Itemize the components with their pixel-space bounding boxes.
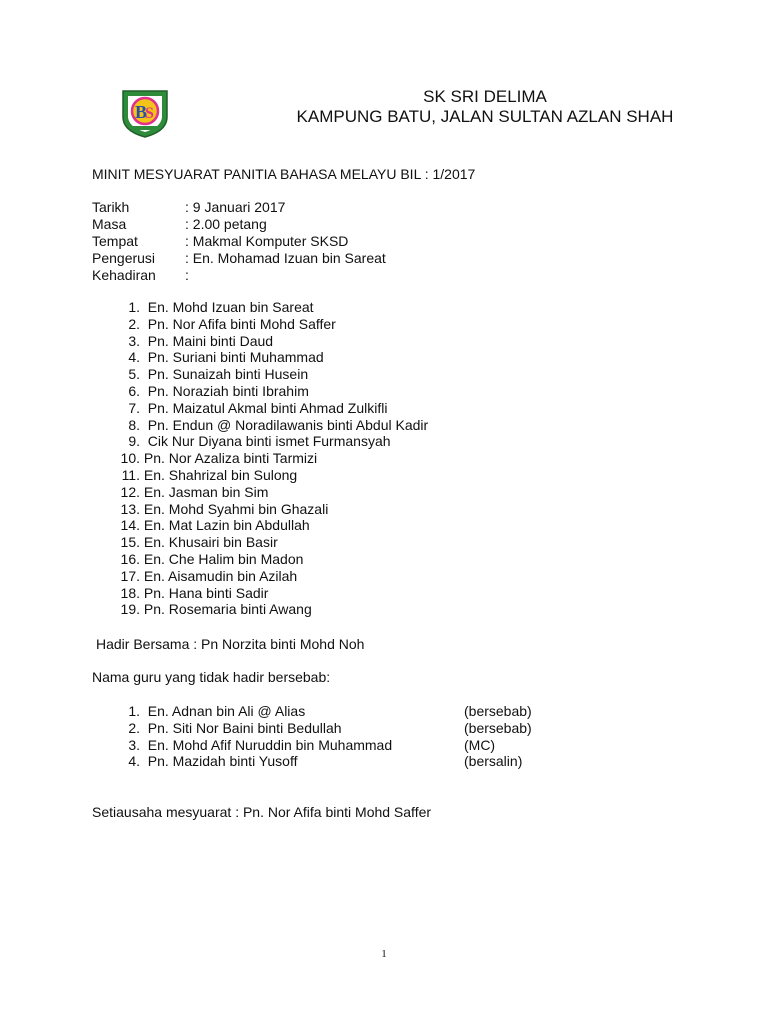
info-value: : Makmal Komputer SKSD [185,233,349,249]
list-item [92,501,428,518]
attendee-name: En. Mat Lazin bin Abdullah [143,517,310,534]
absence-reason: (bersalin) [464,753,523,770]
list-item [92,534,428,551]
attendee-name: En. Mohd Syahmi bin Ghazali [143,500,329,517]
list-item [92,467,428,484]
item-number: 3. [128,736,140,753]
svg-text:S: S [145,105,154,122]
item-number: 9. [128,433,140,450]
school-crest-icon [120,87,170,139]
list-item [92,737,552,754]
attendee-name: En. Che Halim bin Madon [143,550,304,567]
item-number: 16. [120,550,140,567]
list-item [92,753,552,770]
page-number: 1 [381,948,387,960]
item-number: 4. [128,753,140,770]
absentee-list [92,703,552,770]
item-number: 12. [120,483,140,500]
list-item [92,433,428,450]
school-name: SK SRI DELIMA [423,87,547,106]
attendee-name: Pn. Noraziah binti Ibrahim [147,382,309,399]
attendee-name: Pn. Sunaizah binti Husein [147,366,309,383]
info-value: : 2.00 petang [185,216,267,232]
info-row-chairperson [92,250,386,267]
absence-reason: (bersebab) [464,703,532,719]
attendee-name: Pn. Rosemaria binti Awang [143,601,312,618]
item-number: 17. [120,567,140,584]
item-number: 7. [128,399,140,416]
info-label: Tarikh [92,199,130,215]
info-label: Tempat [92,233,138,249]
absentee-name: Pn. Siti Nor Baini binti Bedullah [147,719,342,736]
meeting-info [92,199,386,284]
info-value: : 9 Januari 2017 [185,199,286,215]
item-number: 4. [128,349,140,366]
list-item [92,417,428,434]
attendee-name: Pn. Suriani binti Muhammad [147,349,324,366]
list-item [92,450,428,467]
info-label: Pengerusi [92,250,156,266]
item-number: 1. [128,703,140,719]
item-number: 19. [120,601,140,618]
absentee-name: Pn. Mazidah binti Yusoff [147,753,298,770]
list-item [92,601,428,618]
attendee-name: En. Shahrizal bin Sulong [143,466,298,483]
list-item [92,720,552,737]
item-number: 15. [120,534,140,551]
item-number: 5. [128,366,140,383]
item-number: 2. [128,719,140,736]
item-number: 8. [128,416,140,433]
list-item [92,299,428,316]
absence-reason: (bersebab) [464,719,532,736]
absentee-name: En. Mohd Afif Nuruddin bin Muhammad [147,736,393,753]
school-name-block [185,87,768,127]
attendee-name: En. Jasman bin Sim [143,483,269,500]
item-number: 2. [128,315,140,332]
item-number: 18. [120,584,140,601]
info-label: Masa [92,216,127,232]
attendee-name: Cik Nur Diyana binti ismet Furmansyah [147,433,391,450]
attendee-name: En. Aisamudin bin Azilah [143,567,298,584]
list-item [92,484,428,501]
attendee-name: En. Mohd Izuan bin Sareat [147,299,314,315]
info-value: : En. Mohamad Izuan bin Sareat [185,250,386,266]
item-number: 14. [120,517,140,534]
info-row-date [92,199,386,216]
school-address: KAMPUNG BATU, JALAN SULTAN AZLAN SHAH [296,107,674,126]
attendee-name: Pn. Hana binti Sadir [143,584,269,601]
list-item [92,400,428,417]
item-number: 11. [121,466,140,483]
item-number: 1. [128,299,140,315]
attendee-name: Pn. Maizatul Akmal binti Ahmad Zulkifli [147,399,388,416]
info-row-time [92,216,386,233]
attendee-name: En. Khusairi bin Basir [143,534,278,551]
list-item [92,517,428,534]
item-number: 6. [128,382,140,399]
list-item [92,551,428,568]
item-number: 3. [128,332,140,349]
info-value: : [185,267,189,283]
list-item [92,366,428,383]
attendee-name: Pn. Nor Azaliza binti Tarmizi [143,450,318,467]
list-item [92,585,428,602]
list-item [92,349,428,366]
info-row-attendance [92,267,386,284]
list-item [92,333,428,350]
item-number: 13. [120,500,140,517]
svg-text:B: B [135,102,148,122]
info-label: Kehadiran [92,267,156,283]
absentee-name: En. Adnan bin Ali @ Alias [147,703,306,719]
list-item [92,316,428,333]
item-number: 10. [120,450,140,467]
meeting-title: MINIT MESYUARAT PANITIA BAHASA MELAYU BIL : 1/2017 [92,166,476,182]
list-item [92,568,428,585]
absent-heading: Nama guru yang tidak hadir bersebab: [92,669,331,685]
hadir-bersama: Hadir Bersama : Pn Norzita binti Mohd Noh [96,636,365,652]
list-item [92,383,428,400]
attendee-name: Pn. Endun @ Noradilawanis binti Abdul Kadir [147,416,429,433]
attendee-name: Pn. Maini binti Daud [147,332,274,349]
attendee-list [92,299,428,618]
attendee-name: Pn. Nor Afifa binti Mohd Saffer [147,315,336,332]
meeting-secretary: Setiausaha mesyuarat : Pn. Nor Afifa binti Mohd Saffer [92,804,432,820]
info-row-venue [92,233,386,250]
absence-reason: (MC) [464,736,496,753]
list-item [92,703,552,720]
